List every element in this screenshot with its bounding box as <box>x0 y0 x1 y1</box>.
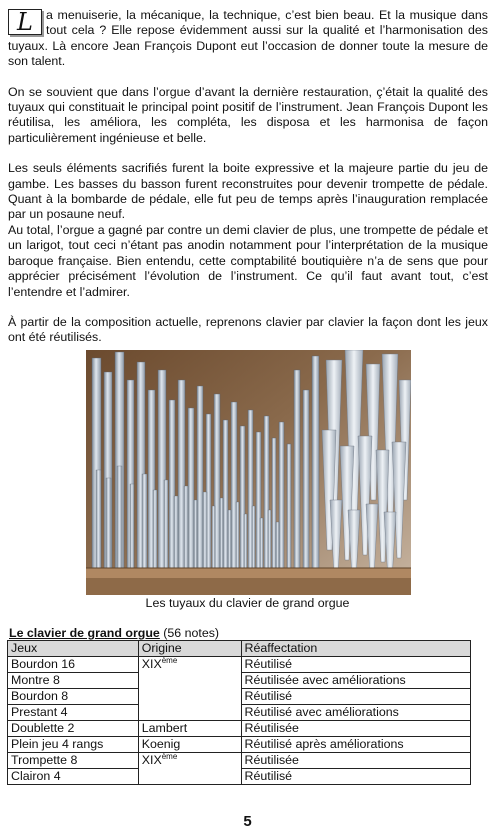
photo-caption: Les tuyaux du clavier de grand orgue <box>145 596 350 610</box>
header-origine: Origine <box>138 641 241 657</box>
table-title-main: Le clavier de grand orgue <box>9 626 160 640</box>
table-row <box>8 769 471 785</box>
header-jeux: Jeux <box>8 641 139 657</box>
table-row <box>8 753 471 769</box>
paragraph-2: On se souvient que dans l’orgue d’avant la dernière restauration, ç’était la qualité des tuyaux qui constituait le principal point positif de l’instrument. Jean François Dupont les réutilisa, les améliora, les compléta, les disposa et les harmonisa de façon particulièrement ingénieuse et belle. <box>8 84 488 145</box>
table-row <box>8 657 471 673</box>
cell-jeu: Prestant 4 <box>8 705 139 721</box>
page-number: 5 <box>243 813 252 830</box>
header-reaffectation: Réaffectation <box>241 641 470 657</box>
table-row <box>8 705 471 721</box>
table-row <box>8 689 471 705</box>
cell-jeu: Montre 8 <box>8 673 139 689</box>
cell-reaffectation: Réutilisé après améliorations <box>241 737 470 753</box>
cell-origine <box>138 753 241 769</box>
cell-origine <box>138 673 241 689</box>
paragraph-3: Les seuls éléments sacrifiés furent la boite expressive et la majeure partie du jeu de gambe. Les basses du basson furent reconstruites pour devenir trompette de pédale. Quant à la bombarde de pédale, elle fut peu de temps après l’inauguration remplacée par un posaune neuf. <box>8 161 488 222</box>
cell-reaffectation: Réutilisée <box>241 753 470 769</box>
paragraph-4: Au total, l’orgue a gagné par contre un demi clavier de plus, une trompette de pédale et un larigot, tout ceci n’étant pas anodin notamment pour l’interprétation de la musique baroque française. Bien entendu, cette comptabilité boutiquière n’a de sens que pour apprécier précisément l’évolution de l’instrument. Ce qu’il faut avant tout, c’est l’entendre et l’admirer. <box>8 222 488 299</box>
cell-origine <box>138 689 241 705</box>
paragraph-1 <box>8 8 488 70</box>
table-title <box>9 626 219 640</box>
cell-jeu: Clairon 4 <box>8 769 139 785</box>
organ-pipes-illustration <box>86 350 411 595</box>
cell-origine: Lambert <box>138 721 241 737</box>
paragraph-5: À partir de la composition actuelle, reprenons clavier par clavier la façon dont les jeux ont été réutilisés. <box>8 314 488 345</box>
cell-reaffectation: Réutilisé avec améliorations <box>241 705 470 721</box>
page-body <box>8 8 488 361</box>
origine-text: XIX <box>141 753 162 767</box>
origine-text: XIX <box>141 657 162 671</box>
cell-origine <box>138 705 241 721</box>
organ-pipes-photo <box>86 350 411 595</box>
drop-cap: L <box>8 9 42 35</box>
stops-table <box>7 640 471 785</box>
cell-reaffectation: Réutilisé <box>241 657 470 673</box>
cell-reaffectation: Réutilisée avec améliorations <box>241 673 470 689</box>
cell-jeu: Plein jeu 4 rangs <box>8 737 139 753</box>
table-row <box>8 737 471 753</box>
cell-jeu: Trompette 8 <box>8 753 139 769</box>
table-row <box>8 673 471 689</box>
table-title-note: (56 notes) <box>163 626 220 640</box>
cell-jeu: Bourdon 8 <box>8 689 139 705</box>
cell-reaffectation: Réutilisée <box>241 721 470 737</box>
origine-sup: ème <box>161 751 178 761</box>
cell-reaffectation: Réutilisé <box>241 769 470 785</box>
cell-jeu: Doublette 2 <box>8 721 139 737</box>
cell-origine <box>138 657 241 673</box>
table-header-row <box>8 641 471 657</box>
cell-origine <box>138 769 241 785</box>
cell-origine: Koenig <box>138 737 241 753</box>
table-row <box>8 721 471 737</box>
origine-sup: ème <box>161 655 178 665</box>
cell-reaffectation: Réutilisé <box>241 689 470 705</box>
paragraph-1-text: a menuiserie, la mécanique, la technique, c’est bien beau. Et la musique dans tout cela ? Elle repose évidemment aussi sur la qualité et l’harmonisation des tuyaux. Là encore Jean François Dupont eut l’occasion de donner toute la mesure de son talent. <box>8 8 488 69</box>
cell-jeu: Bourdon 16 <box>8 657 139 673</box>
